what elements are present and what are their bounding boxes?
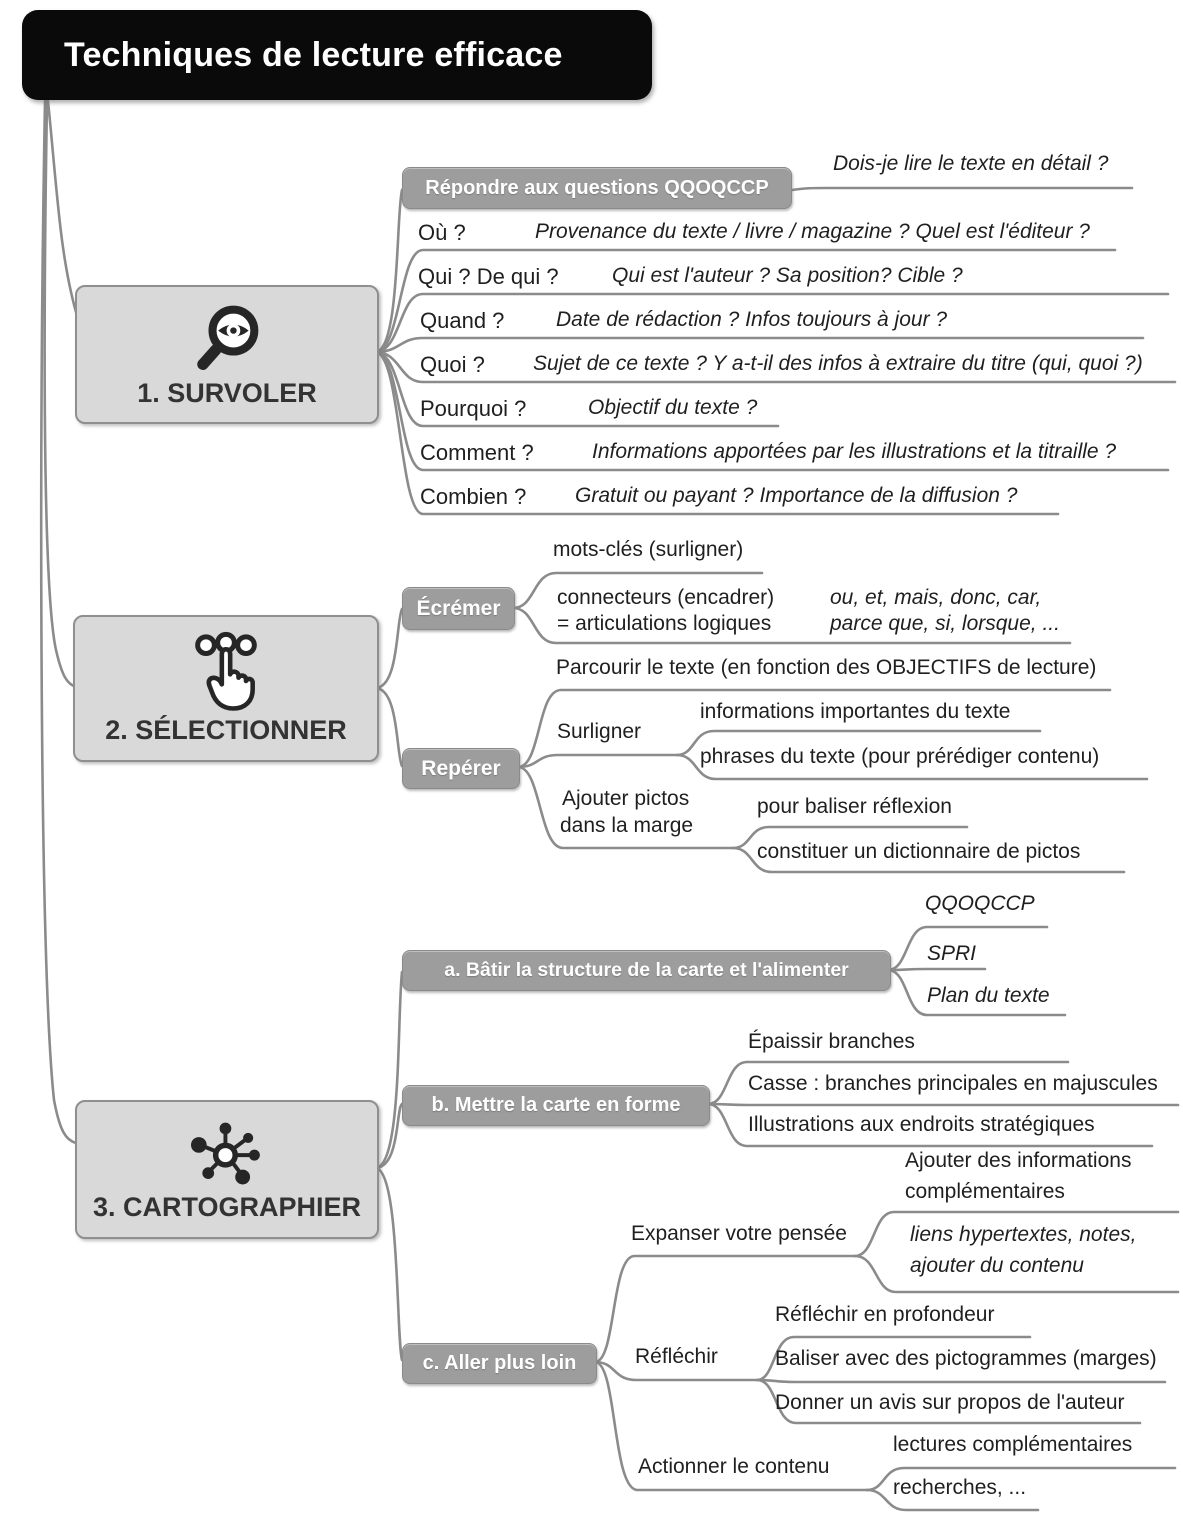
node-mettre-en-forme: b. Mettre la carte en forme (402, 1085, 710, 1126)
note-dois-je-lire: Dois-je lire le texte en détail ? (833, 152, 1109, 175)
node-spri: SPRI (927, 942, 977, 965)
node-aller-plus-loin: c. Aller plus loin (402, 1343, 597, 1384)
node-ajouter-pictos-line1: Ajouter pictos (562, 787, 690, 810)
node-connecteurs-line1: connecteurs (encadrer) (557, 586, 775, 609)
node-reflechir: Réfléchir (635, 1345, 718, 1368)
node-baliser-pictogrammes: Baliser avec des pictogrammes (marges) (775, 1347, 1157, 1370)
node-repondre-qqoqccp: Répondre aux questions QQOQCCP (402, 167, 792, 209)
question-pourquoi: Pourquoi ? (420, 396, 527, 421)
node-survoler-label: 1. SURVOLER (137, 378, 317, 408)
answer-qui: Qui est l'auteur ? Sa position? Cible ? (612, 264, 963, 287)
node-survoler (75, 285, 379, 424)
node-ajouter-infos-line2: complémentaires (905, 1180, 1065, 1203)
node-mots-cles: mots-clés (surligner) (553, 538, 744, 561)
answer-combien: Gratuit ou payant ? Importance de la diffusion ? (575, 484, 1018, 507)
question-quoi: Quoi ? (420, 352, 485, 377)
node-expanser-pensee: Expanser votre pensée (631, 1222, 847, 1245)
node-dictionnaire-pictos: constituer un dictionnaire de pictos (757, 840, 1081, 863)
node-casse-majuscules: Casse : branches principales en majuscules (748, 1072, 1158, 1095)
answer-quoi: Sujet de ce texte ? Y a-t-il des infos à extraire du titre (qui, quoi ?) (533, 352, 1143, 375)
magnifier-eye-icon (186, 300, 268, 374)
note-connecteurs-ex1: ou, et, mais, donc, car, (830, 586, 1042, 609)
answer-quand: Date de rédaction ? Infos toujours à jour ? (556, 308, 948, 331)
tap-select-icon (183, 631, 269, 711)
question-combien: Combien ? (420, 484, 527, 509)
node-surligner: Surligner (557, 720, 642, 743)
node-phrases-texte: phrases du texte (pour prérédiger contenu) (700, 745, 1100, 768)
note-connecteurs-ex2: parce que, si, lorsque, ... (830, 612, 1060, 635)
node-epaissir-branches: Épaissir branches (748, 1030, 915, 1053)
node-recherches: recherches, ... (893, 1476, 1027, 1499)
node-reflechir-profondeur: Réfléchir en profondeur (775, 1303, 995, 1326)
node-selectionner-label: 2. SÉLECTIONNER (105, 715, 347, 745)
node-lectures-complementaires: lectures complémentaires (893, 1433, 1133, 1456)
node-batir-structure: a. Bâtir la structure de la carte et l'alimenter (402, 950, 891, 991)
note-liens-line2: ajouter du contenu (910, 1254, 1084, 1277)
node-qqoqccp: QQOQCCP (925, 892, 1035, 915)
answer-ou: Provenance du texte / livre / magazine ? Quel est l'éditeur ? (535, 220, 1090, 243)
node-connecteurs-line2: = articulations logiques (557, 612, 772, 635)
node-actionner-contenu: Actionner le contenu (638, 1455, 830, 1478)
answer-pourquoi: Objectif du texte ? (588, 396, 758, 419)
map-title-text: Techniques de lecture efficace (64, 35, 563, 74)
node-baliser-reflexion: pour baliser réflexion (757, 795, 952, 818)
node-plan-du-texte: Plan du texte (927, 984, 1050, 1007)
node-cartographier-label: 3. CARTOGRAPHIER (92, 1192, 362, 1222)
answer-comment: Informations apportées par les illustrations et la titraille ? (592, 440, 1117, 463)
question-ou: Où ? (418, 220, 466, 245)
node-ajouter-infos-line1: Ajouter des informations (905, 1149, 1132, 1172)
node-ajouter-pictos-line2: dans la marge (560, 814, 694, 837)
mindmap-icon (187, 1116, 267, 1188)
question-quand: Quand ? (420, 308, 505, 333)
note-liens-line1: liens hypertextes, notes, (910, 1223, 1137, 1246)
question-qui: Qui ? De qui ? (418, 264, 559, 289)
node-infos-importantes: informations importantes du texte (700, 700, 1011, 723)
node-reperer: Repérer (402, 748, 520, 789)
question-comment: Comment ? (420, 440, 534, 465)
node-illustrations-strategiques: Illustrations aux endroits stratégiques (748, 1113, 1095, 1136)
map-title (22, 10, 652, 100)
node-ecremer: Écrémer (402, 587, 515, 630)
node-parcourir: Parcourir le texte (en fonction des OBJECTIFS de lecture) (556, 656, 1097, 679)
node-donner-avis: Donner un avis sur propos de l'auteur (775, 1391, 1125, 1414)
node-selectionner (73, 615, 379, 762)
node-cartographier (75, 1100, 379, 1239)
